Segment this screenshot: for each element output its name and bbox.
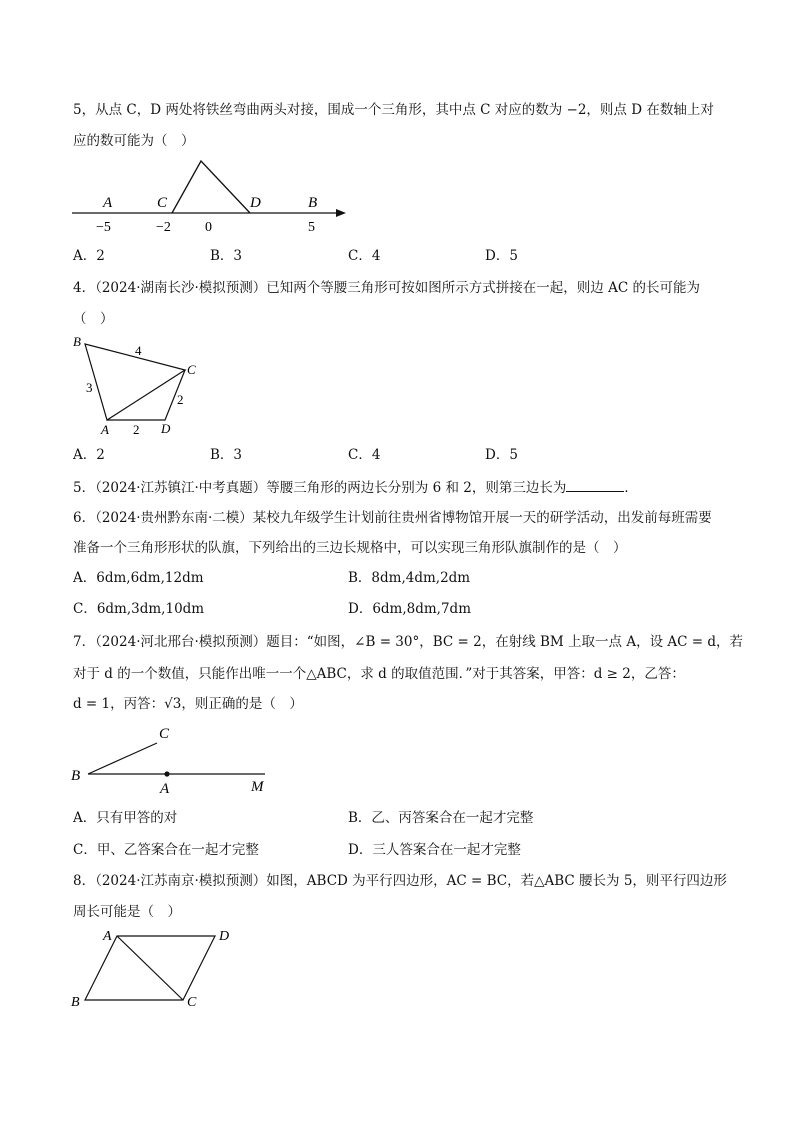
q5a-option-a[interactable]: A．2 — [73, 248, 105, 264]
q6-option-d[interactable]: D．6dm,8dm,7dm — [348, 601, 472, 617]
q5a-tick-neg5: −5 — [96, 220, 111, 235]
q5a-text-line1: 5，从点 C，D 两处将铁丝弯曲两头对接，围成一个三角形，其中点 C 对应的数为 −2，则点 D 在数轴上对 — [73, 102, 714, 118]
q7-option-b[interactable]: B．乙、丙答案合在一起才完整 — [348, 810, 534, 826]
q5a-tick-neg2: −2 — [156, 220, 171, 235]
q8-label-a: A — [103, 929, 112, 944]
q8-label-b: B — [71, 995, 80, 1010]
q5b-text-line1 — [73, 477, 733, 498]
q5a-option-b[interactable]: B．3 — [210, 248, 243, 264]
q4-side-ad: 2 — [133, 422, 140, 437]
q7-label-m: M — [251, 779, 264, 795]
q4-triangles-figure — [65, 330, 215, 440]
q4-label-c: C — [187, 362, 196, 377]
q6-option-c[interactable]: C．6dm,3dm,10dm — [73, 601, 205, 617]
q6-option-b[interactable]: B．8dm,4dm,2dm — [348, 570, 471, 586]
q5a-label-c: C — [157, 195, 168, 211]
q4-option-d[interactable]: D．5 — [485, 447, 518, 463]
q4-option-a[interactable]: A．2 — [73, 447, 105, 463]
q7-text-line1: 7．（2024·河北邢台·模拟预测）题目：“如图，∠B = 30°，BC = 2，在射线 BM 上取一点 A，设 AC = d，若 — [73, 634, 743, 650]
q7-label-b: B — [71, 768, 81, 784]
q6-text-line1: 6．（2024·贵州黔东南·二模）某校九年级学生计划前往贵州省博物馆开展一天的研学活动，出发前每班需要 — [73, 510, 712, 526]
q5b-text: 5．（2024·江苏镇江·中考真题）等腰三角形的两边长分别为 6 和 2，则第三边长为 — [73, 480, 567, 496]
q7-text-line2: 对于 d 的一个数值，只能作出唯一一个△ABC，求 d 的取值范围．”对于其答案，甲答：d ≥ 2，乙答： — [73, 666, 685, 682]
q5a-number-line-figure — [60, 155, 360, 235]
q5a-option-c[interactable]: C．4 — [348, 248, 381, 264]
q7-label-c: C — [159, 726, 170, 742]
q5a-tick-0: 0 — [205, 220, 212, 235]
q8-parallelogram-figure — [65, 922, 245, 1014]
q5a-label-a: A — [103, 195, 113, 211]
q4-text-line2: （ ） — [73, 311, 114, 327]
q5a-text-line2: 应的数可能为（ ） — [73, 133, 195, 149]
q4-side-ab: 3 — [86, 380, 93, 395]
q8-text-line1: 8．（2024·江苏南京·模拟预测）如图，ABCD 为平行四边形，AC = BC，若△ABC 腰长为 5，则平行四边形 — [73, 873, 727, 889]
q7-label-a: A — [160, 781, 170, 797]
q7-option-a[interactable]: A．只有甲答的对 — [73, 810, 178, 826]
q5a-label-b: B — [308, 195, 318, 211]
q5a-option-d[interactable]: D．5 — [485, 248, 518, 264]
q4-option-c[interactable]: C．4 — [348, 447, 381, 463]
q7-option-c[interactable]: C．甲、乙答案合在一起才完整 — [73, 842, 259, 858]
q4-label-d: D — [161, 421, 171, 436]
q6-text-line2: 准备一个三角形形状的队旗，下列给出的三边长规格中，可以实现三角形队旗制作的是（ ） — [73, 540, 627, 556]
q8-label-d: D — [219, 929, 230, 944]
q4-text-line1: 4．（2024·湖南长沙·模拟预测）已知两个等腰三角形可按如图所示方式拼接在一起，则边 AC 的长可能为 — [73, 280, 700, 296]
q5b-answer-blank[interactable] — [566, 477, 624, 492]
q8-text-line2: 周长可能是（ ） — [73, 904, 181, 920]
q5b-period: ． — [624, 480, 638, 496]
q5a-label-d: D — [250, 195, 261, 211]
q7-option-d[interactable]: D．三人答案合在一起才完整 — [348, 842, 521, 858]
q4-option-b[interactable]: B．3 — [210, 447, 243, 463]
q4-label-b: B — [73, 334, 81, 349]
q7-ray-figure — [65, 720, 285, 800]
q8-label-c: C — [187, 995, 197, 1010]
q6-option-a[interactable]: A．6dm,6dm,12dm — [73, 570, 204, 586]
q5a-tick-5: 5 — [308, 220, 315, 235]
q7-text-line3: d = 1，丙答：√3，则正确的是（ ） — [73, 696, 303, 712]
q4-side-bc: 4 — [135, 343, 142, 358]
q4-side-cd: 2 — [177, 392, 184, 407]
q4-label-a: A — [101, 422, 109, 437]
